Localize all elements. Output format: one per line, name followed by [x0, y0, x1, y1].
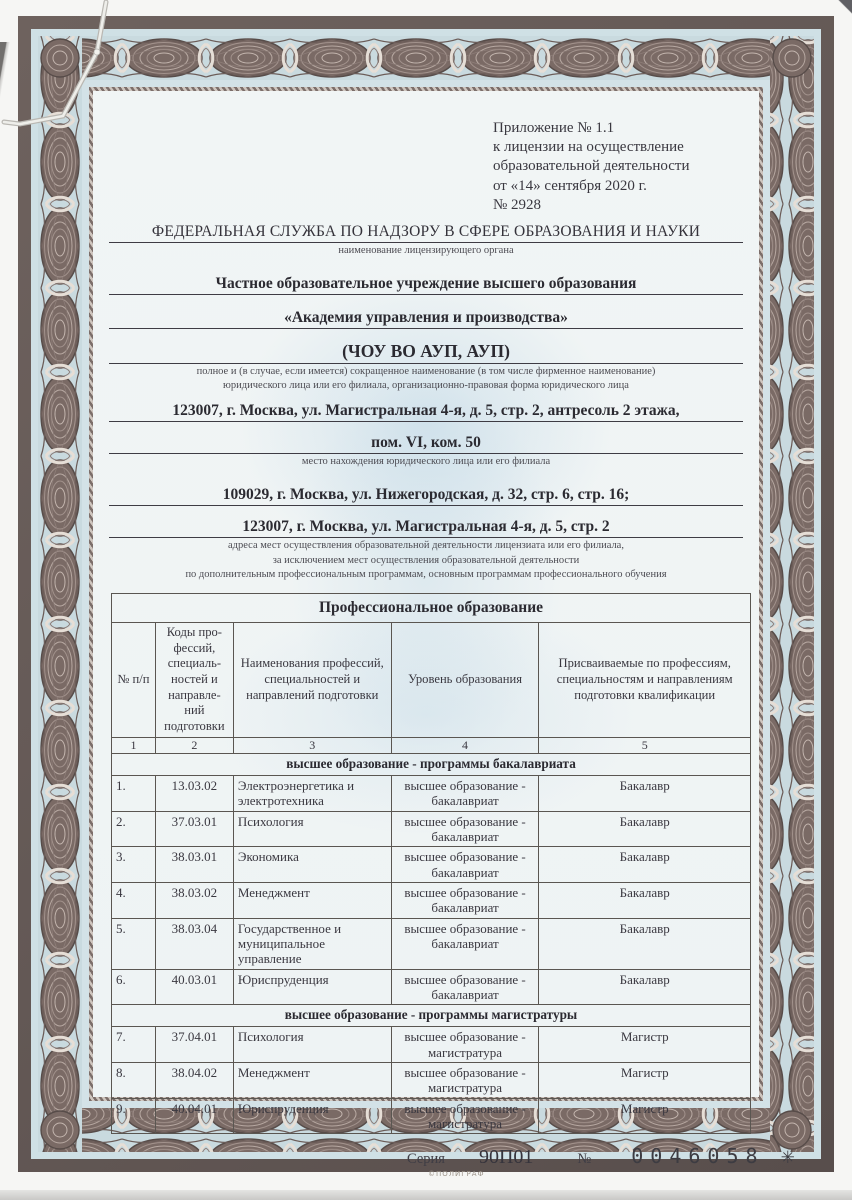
location-line-1: 123007, г. Москва, ул. Магистральная 4-я, д. 5, стр. 2, антресоль 2 этажа,	[109, 402, 743, 422]
activity-address-1: 109029, г. Москва, ул. Нижегородская, д. 32, стр. 6, стр. 16;	[109, 486, 743, 506]
row-code: 38.03.04	[155, 918, 233, 969]
education-programs-table	[111, 593, 751, 1134]
row-code: 13.03.02	[155, 775, 233, 811]
table-row	[112, 918, 751, 969]
scan-edge-bottom	[0, 1190, 852, 1200]
row-num: 5.	[112, 918, 156, 969]
section-label: высшее образование - программы бакалавриата	[112, 753, 751, 775]
section-label: высшее образование - программы магистратуры	[112, 1005, 751, 1027]
col-index: 4	[391, 737, 539, 753]
row-name: Психология	[233, 811, 391, 847]
location-line-2: пом. VI, ком. 50	[109, 434, 743, 454]
series-value: 90П01	[478, 1146, 534, 1169]
table-row	[112, 775, 751, 811]
activity-caption-3: по дополнительным профессиональным программам, основным программам профессионального обучения	[185, 568, 667, 580]
table-row	[112, 969, 751, 1005]
licensing-authority-caption: наименование лицензирующего органа	[338, 244, 514, 256]
col-index: 5	[539, 737, 751, 753]
header-num: № п/п	[112, 622, 156, 737]
appendix-line: образовательной деятельности	[493, 158, 690, 175]
table-header-row	[112, 622, 751, 737]
row-qualification: Бакалавр	[539, 811, 751, 847]
row-name: Менеджмент	[233, 1062, 391, 1098]
row-name: Психология	[233, 1027, 391, 1063]
organization-caption-2: юридического лица или его филиала, организационно-правовая форма юридического лица	[223, 380, 629, 392]
row-qualification: Бакалавр	[539, 847, 751, 883]
number-value: 0046058	[631, 1144, 765, 1169]
table-row	[112, 811, 751, 847]
row-qualification: Бакалавр	[539, 775, 751, 811]
row-code: 37.03.01	[155, 811, 233, 847]
row-name: Юриспруденция	[233, 1098, 391, 1134]
appendix-line: от «14» сентября 2020 г.	[493, 177, 647, 194]
organization-caption-1: полное и (в случае, если имеется) сокращенное наименование (в том числе фирменное наименование)	[196, 366, 656, 378]
location-caption: место нахождения юридического лица или его филиала	[301, 456, 551, 468]
row-num: 1.	[112, 775, 156, 811]
appendix-line: Приложение № 1.1	[493, 120, 615, 136]
row-level: высшее образование - бакалавриат	[391, 969, 539, 1005]
table-row	[112, 1098, 751, 1134]
row-name: Экономика	[233, 847, 391, 883]
section-row-bachelor	[112, 753, 751, 775]
col-index: 3	[233, 737, 391, 753]
row-level: высшее образование - бакалавриат	[391, 918, 539, 969]
table-row	[112, 847, 751, 883]
row-qualification: Бакалавр	[539, 882, 751, 918]
organization-full-name: Частное образовательное учреждение высшего образования	[109, 275, 743, 295]
row-level: высшее образование - бакалавриат	[391, 847, 539, 883]
col-index: 1	[112, 737, 156, 753]
row-qualification: Магистр	[539, 1098, 751, 1134]
table-title-row	[112, 593, 751, 622]
table-row	[112, 1027, 751, 1063]
header-codes: Коды про- фессий, специаль- ностей и направле- ний подготовки	[155, 622, 233, 737]
row-code: 40.04.01	[155, 1098, 233, 1134]
row-level: высшее образование - бакалавриат	[391, 882, 539, 918]
appendix-reference	[493, 119, 737, 215]
row-num: 4.	[112, 882, 156, 918]
row-level: высшее образование - магистратура	[391, 1027, 539, 1063]
column-number-row	[112, 737, 751, 753]
row-qualification: Бакалавр	[539, 969, 751, 1005]
table-row	[112, 882, 751, 918]
organization-quoted-name: «Академия управления и производства»	[109, 309, 743, 329]
organization-short-name: (ЧОУ ВО АУП, АУП)	[109, 341, 743, 364]
row-qualification: Магистр	[539, 1027, 751, 1063]
header-names: Наименования профессий, специальностей и направлений подготовки	[233, 622, 391, 737]
row-code: 38.03.02	[155, 882, 233, 918]
row-num: 9.	[112, 1098, 156, 1134]
table-title: Профессиональное образование	[112, 593, 751, 622]
licensing-authority-name: ФЕДЕРАЛЬНАЯ СЛУЖБА ПО НАДЗОРУ В СФЕРЕ ОБРАЗОВАНИЯ И НАУКИ	[109, 223, 743, 243]
row-code: 37.04.01	[155, 1027, 233, 1063]
row-level: высшее образование - бакалавриат	[391, 775, 539, 811]
row-num: 3.	[112, 847, 156, 883]
activity-caption-2: за исключением мест осуществления образовательной деятельности	[272, 554, 580, 566]
series-number-strip	[407, 1144, 795, 1169]
certificate-body	[93, 91, 795, 1169]
series-label: Серия	[407, 1151, 445, 1168]
row-name: Юриспруденция	[233, 969, 391, 1005]
row-num: 6.	[112, 969, 156, 1005]
row-num: 7.	[112, 1027, 156, 1063]
row-level: высшее образование - магистратура	[391, 1062, 539, 1098]
table-row	[112, 1062, 751, 1098]
row-name: Электроэнергетика и электротехника	[233, 775, 391, 811]
appendix-line: № 2928	[493, 196, 542, 213]
activity-address-2: 123007, г. Москва, ул. Магистральная 4-я, д. 5, стр. 2	[109, 518, 743, 538]
row-code: 40.03.01	[155, 969, 233, 1005]
row-qualification: Магистр	[539, 1062, 751, 1098]
row-num: 2.	[112, 811, 156, 847]
row-name: Менеджмент	[233, 882, 391, 918]
activity-caption-1: адреса мест осуществления образовательной деятельности лицензиата или его филиала,	[228, 540, 624, 552]
snowflake-asterisk-icon: ✳	[780, 1148, 795, 1169]
header-level: Уровень образования	[391, 622, 539, 737]
row-code: 38.03.01	[155, 847, 233, 883]
scan-artifact-top-left	[0, 42, 12, 138]
col-index: 2	[155, 737, 233, 753]
row-name: Государственное и муниципальное управление	[233, 918, 391, 969]
appendix-line: к лицензии на осуществление	[493, 139, 684, 156]
row-level: высшее образование - бакалавриат	[391, 811, 539, 847]
row-num: 8.	[112, 1062, 156, 1098]
number-label: №	[577, 1151, 592, 1168]
row-qualification: Бакалавр	[539, 918, 751, 969]
printer-mark: ©ПОЛИГРАФ	[428, 1170, 485, 1178]
row-code: 38.04.02	[155, 1062, 233, 1098]
row-level: высшее образование - магистратура	[391, 1098, 539, 1134]
header-qualification: Присваиваемые по профессиям, специальностям и направлениям подготовки квалификации	[539, 622, 751, 737]
section-row-master	[112, 1005, 751, 1027]
